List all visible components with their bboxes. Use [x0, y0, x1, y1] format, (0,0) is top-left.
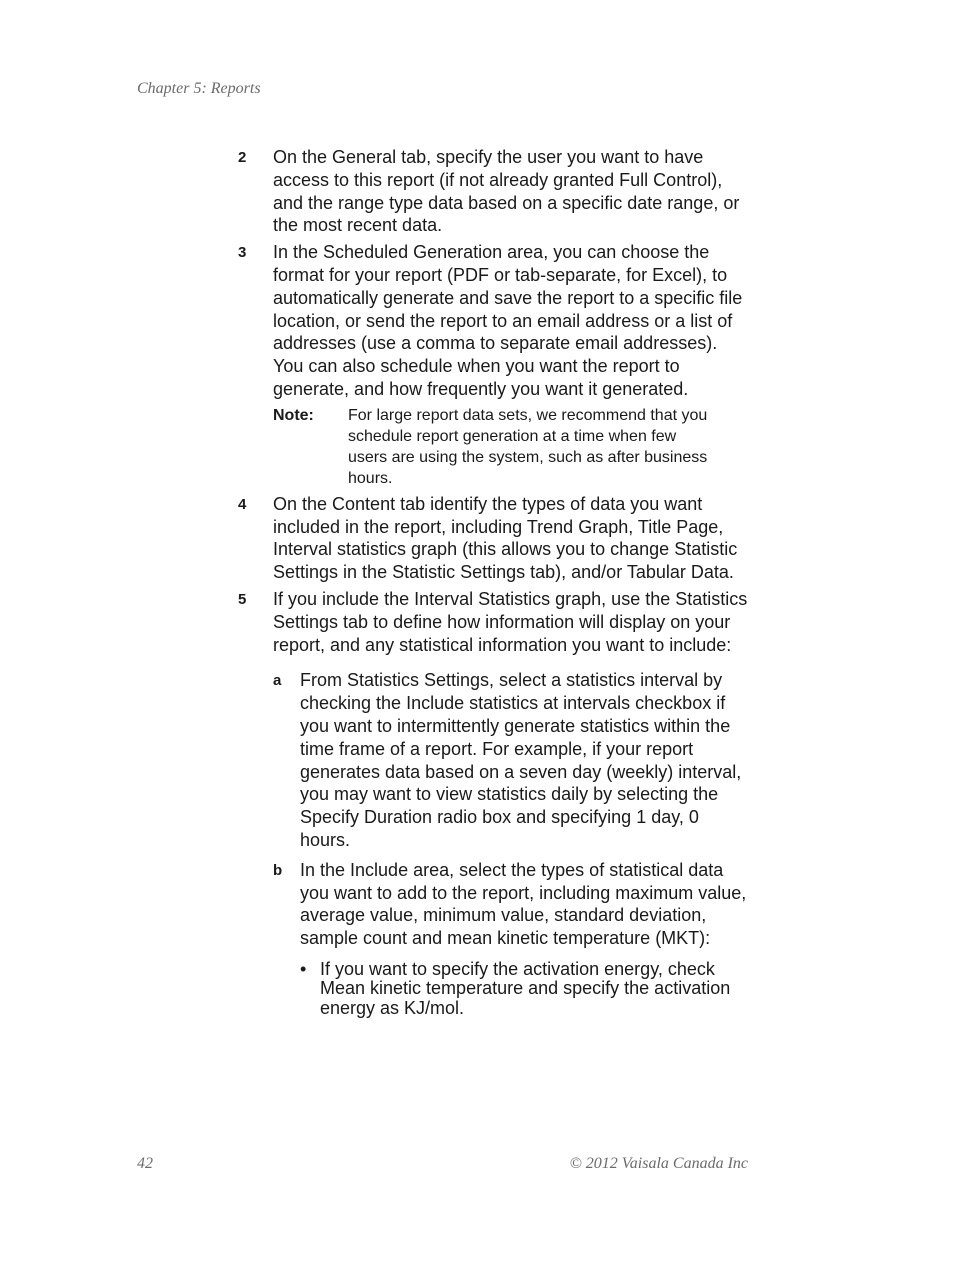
step-number: 3	[238, 244, 247, 262]
substep-text: In the Include area, select the types of statistical data you want to add to the report, including maximum value, average value, minimum value, standard deviation, sample count and mean kinetic temperature (MKT):	[300, 859, 747, 949]
step-text: If you include the Interval Statistics graph, use the Statistics Settings tab to define how information will display on your report, and any statistical information you want to include:	[273, 588, 748, 655]
bullet-item	[300, 960, 758, 1019]
step-5	[238, 588, 758, 1018]
note-text: For large report data sets, we recommend that you schedule report generation at a time when few users are using the system, such as after business hours.	[348, 406, 708, 487]
substep-letter: a	[273, 672, 282, 690]
step-2	[238, 146, 758, 237]
note-label: Note:	[273, 406, 314, 424]
step-text: In the Scheduled Generation area, you can choose the format for your report (PDF or tab-separate, for Excel), to automatically generate and save the report to a specific file location, or send the report to an email address or a list of addresses (use a comma to separate email addresses). You can also schedule when you want the report to generate, and how frequently you want it generated.	[273, 242, 743, 399]
page-number: 42	[137, 1155, 153, 1172]
step-4	[238, 493, 758, 584]
step-3	[238, 241, 758, 489]
step-text: On the Content tab identify the types of data you want included in the report, including Trend Graph, Title Page, Interval statistics graph (this allows you to change Statistic Settings in the Statistic Settings tab), and/or Tabular Data.	[273, 493, 738, 583]
substep-text: From Statistics Settings, select a statistics interval by checking the Include statistics at intervals checkbox if you want to intermittently generate statistics within the time frame of a report. For example, if your report generates data based on a seven day (weekly) interval, you may want to view statistics daily by selecting the Specify Duration radio box and specifying 1 day, 0 hours.	[300, 670, 742, 850]
bullet-text: If you want to specify the activation energy, check Mean kinetic temperature and specify the activation energy as KJ/mol.	[320, 958, 731, 1018]
running-head: Chapter 5: Reports	[137, 80, 261, 97]
substep-a	[273, 669, 758, 851]
step-number: 4	[238, 495, 247, 513]
step-number: 2	[238, 149, 247, 166]
procedure-steps	[238, 146, 758, 1025]
step-text: On the General tab, specify the user you want to have access to this report (if not already granted Full Control), and the range type data based on a specific date range, or the most recent data.	[273, 147, 740, 236]
substep-list	[273, 669, 758, 1018]
substep-letter: b	[273, 861, 283, 879]
note	[273, 405, 758, 489]
substep-b	[273, 859, 758, 1019]
copyright-notice: © 2012 Vaisala Canada Inc	[569, 1155, 748, 1172]
bullet-mark: •	[300, 958, 307, 979]
step-number: 5	[238, 590, 247, 608]
